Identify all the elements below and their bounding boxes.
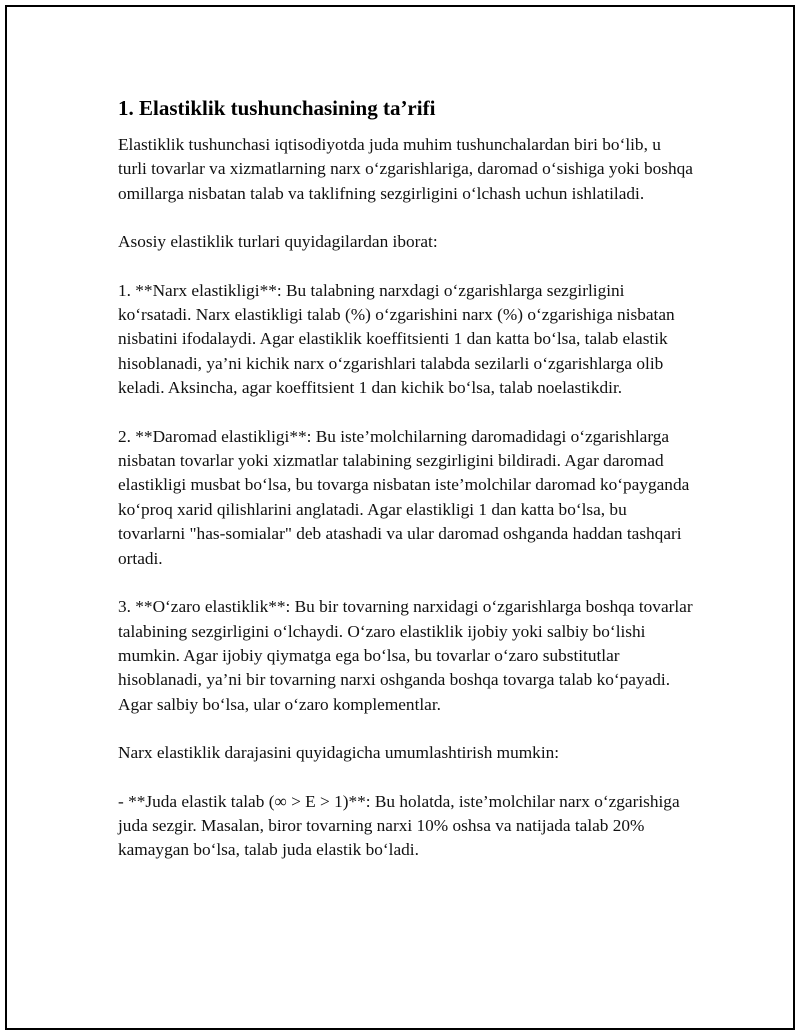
document-body	[118, 95, 693, 863]
paragraph-degrees-intro: Narx elastiklik darajasini quyidagicha umumlashtirish mumkin:	[118, 743, 560, 763]
paragraph-cross-elasticity: 3. **O‘zaro elastiklik**: Bu bir tovarning narxidagi o‘zgarishlarga boshqa tovarlar talabining sezgirligini o‘lchaydi. O‘zaro elastiklik ijobiy yoki salbiy bo‘lishi mumkin. Agar ijobiy qiymatga ega bo‘lsa, bu tovarlar o‘zaro substitutlar hisoblanadi, ya’ni bir tovarning narxi oshganda boshqa tovarga talab ko‘payadi. Agar salbiy bo‘lsa, ular o‘zaro komplementlar.	[118, 597, 693, 714]
paragraph-income-elasticity: 2. **Daromad elastikligi**: Bu iste’molchilarning daromadidagi o‘zgarishlarga nisbatan tovarlar yoki xizmatlar talabining sezgirligini bildiradi. Agar daromad elastikligi musbat bo‘lsa, bu tovarga nisbatan iste’molchilar daromad ko‘payganda ko‘proq xarid qilishlarini anglatadi. Agar elastikligi 1 dan katta bo‘lsa, bu tovarlarni "has-somialar" deb atashadi va ular daromad oshganda haddan tashqari ortadi.	[118, 426, 690, 568]
paragraph-types-intro: Asosiy elastiklik turlari quyidagilardan iborat:	[118, 232, 438, 252]
paragraph-price-elasticity: 1. **Narx elastikligi**: Bu talabning narxdagi o‘zgarishlarga sezgirligini ko‘rsatadi. Narx elastikligi talab (%) o‘zgarishini narx (%) o‘zgarishiga nisbatan nisbatini ifodalaydi. Agar elastiklik koeffitsienti 1 dan katta bo‘lsa, talab elastik hisoblanadi, ya’ni kichik narx o‘zgarishlari talabda sezilarli o‘zgarishlarga olib keladi. Aksincha, agar koeffitsient 1 dan kichik bo‘lsa, talab noelastikdir.	[118, 280, 675, 398]
section-heading: 1. Elastiklik tushunchasining ta’rifi	[118, 96, 436, 120]
paragraph-highly-elastic: - **Juda elastik talab (∞ > E > 1)**: Bu holatda, iste’molchilar narx o‘zgarishiga juda sezgir. Masalan, biror tovarning narxi 10% oshsa va natijada talab 20% kamaygan bo‘lsa, talab juda elastik bo‘ladi.	[118, 791, 680, 860]
paragraph-definition: Elastiklik tushunchasi iqtisodiyotda juda muhim tushunchalardan biri bo‘lib, u turli tovarlar va xizmatlarning narx o‘zgarishlariga, daromad o‘sishiga yoki boshqa omillarga nisbatan talab va taklifning sezgirligini o‘lchash uchun ishlatiladi.	[118, 135, 693, 203]
document-page	[5, 5, 795, 1030]
